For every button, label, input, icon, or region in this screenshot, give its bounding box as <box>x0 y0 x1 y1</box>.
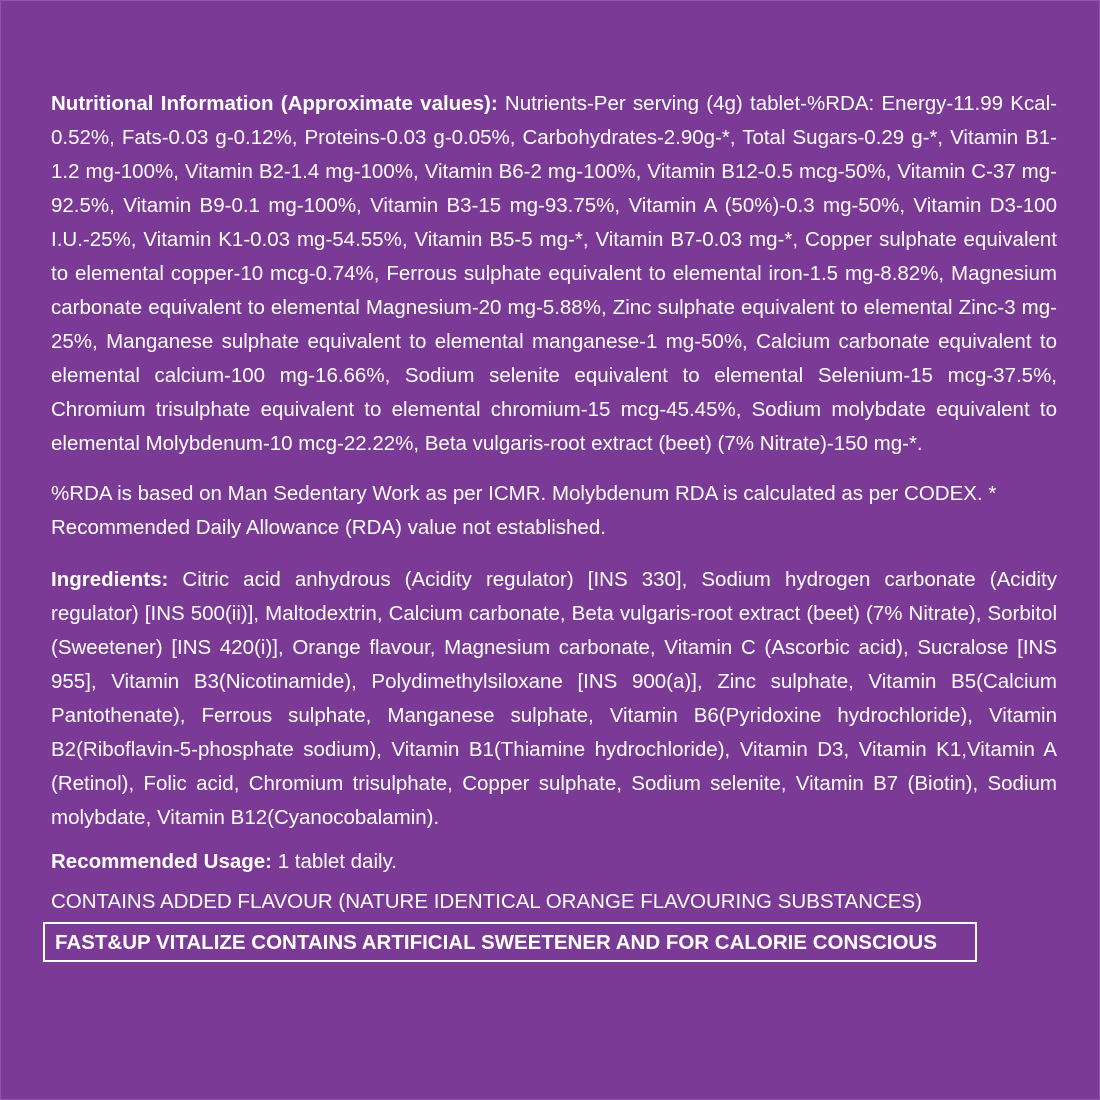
rda-note: %RDA is based on Man Sedentary Work as per ICMR. Molybdenum RDA is calculated as per CODEX. * Recommended Daily Allowance (RDA) value not established. <box>51 482 997 539</box>
label-content <box>51 87 1057 962</box>
warning-statement-box <box>43 922 977 962</box>
ingredients-heading: Ingredients: <box>51 568 169 591</box>
recommended-usage-paragraph <box>51 845 1057 879</box>
warning-statement-text: FAST&UP VITALIZE CONTAINS ARTIFICIAL SWEETENER AND FOR CALORIE CONSCIOUS <box>55 931 937 954</box>
recommended-usage-text: 1 tablet daily. <box>272 850 397 873</box>
recommended-usage-heading: Recommended Usage: <box>51 850 273 873</box>
nutritional-information-text: Nutrients-Per serving (4g) tablet-%RDA: Energy-11.99 Kcal-0.52%, Fats-0.03 g-0.12%, Proteins-0.03 g-0.05%, Carbohydrates-2.90g-*, Total Sugars-0.29 g-*, Vitamin B1-1.2 mg-100%, Vitamin B2-1.4 mg-100%, Vitamin B6-2 mg-100%, Vitamin B12-0.5 mcg-50%, Vitamin C-37 mg-92.5%, Vitamin B9-0.1 mg-100%, Vitamin B3-15 mg-93.75%, Vitamin A (50%)-0.3 mg-50%, Vitamin D3-100 I.U.-25%, Vitamin K1-0.03 mg-54.55%, Vitamin B5-5 mg-*, Vitamin B7-0.03 mg-*, Copper sulphate equivalent to elemental copper-10 mcg-0.74%, Ferrous sulphate equivalent to elemental iron-1.5 mg-8.82%, Magnesium carbonate equivalent to elemental Magnesium-20 mg-5.88%, Zinc sulphate equivalent to elemental Zinc-3 mg-25%, Manganese sulphate equivalent to elemental manganese-1 mg-50%, Calcium carbonate equivalent to elemental calcium-100 mg-16.66%, Sodium selenite equivalent to elemental Selenium-15 mcg-37.5%, Chromium trisulphate equivalent to elemental chromium-15 mcg-45.45%, Sodium molybdate equivalent to elemental Molybdenum-10 mcg-22.22%, Beta vulgaris-root extract (beet) (7% Nitrate)-150 mg-*. <box>51 92 1057 455</box>
ingredients-text: Citric acid anhydrous (Acidity regulator) [INS 330], Sodium hydrogen carbonate (Acidity regulator) [INS 500(ii)], Maltodextrin, Calcium carbonate, Beta vulgaris-root extract (beet) (7% Nitrate), Sorbitol (Sweetener) [INS 420(i)], Orange flavour, Magnesium carbonate, Vitamin C (Ascorbic acid), Sucralose [INS 955], Vitamin B3(Nicotinamide), Polydimethylsiloxane [INS 900(a)], Zinc sulphate, Vitamin B5(Calcium Pantothenate), Ferrous sulphate, Manganese sulphate, Vitamin B6(Pyridoxine hydrochloride), Vitamin B2(Riboflavin-5-phosphate sodium), Vitamin B1(Thiamine hydrochloride), Vitamin D3, Vitamin K1,Vitamin A (Retinol), Folic acid, Chromium trisulphate, Copper sulphate, Sodium selenite, Vitamin B7 (Biotin), Sodium molybdate, Vitamin B12(Cyanocobalamin). <box>51 568 1057 829</box>
nutritional-information-paragraph <box>51 87 1057 461</box>
flavour-statement: CONTAINS ADDED FLAVOUR (NATURE IDENTICAL ORANGE FLAVOURING SUBSTANCES) <box>51 890 922 913</box>
nutritional-information-heading: Nutritional Information (Approximate values): <box>51 92 498 115</box>
ingredients-paragraph <box>51 563 1057 835</box>
